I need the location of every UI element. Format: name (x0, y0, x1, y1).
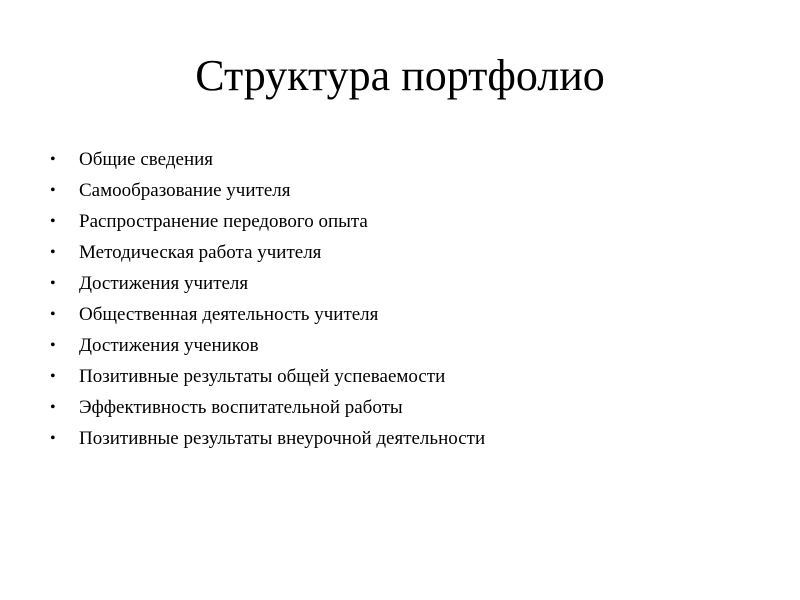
bullet-list (50, 144, 485, 454)
list-item (50, 392, 485, 423)
list-item-text: Позитивные результаты общей успеваемости (79, 366, 446, 387)
list-item (50, 268, 485, 299)
list-item (50, 299, 485, 330)
list-item-text: Общественная деятельность учителя (79, 304, 379, 325)
bullet-icon: • (50, 430, 56, 447)
list-item-text: Позитивные результаты внеурочной деятельности (79, 428, 486, 449)
list-item-text: Самообразование учителя (79, 180, 291, 201)
list-item (50, 175, 485, 206)
list-item (50, 206, 485, 237)
list-item-text: Эффективность воспитательной работы (79, 397, 403, 418)
list-item (50, 361, 485, 392)
bullet-icon: • (50, 306, 56, 323)
bullet-icon: • (50, 151, 56, 168)
slide-title: Структура портфолио (195, 51, 605, 100)
list-item-text: Общие сведения (79, 149, 214, 170)
list-item (50, 423, 485, 454)
list-item (50, 330, 485, 361)
list-item (50, 144, 485, 175)
bullet-icon: • (50, 182, 56, 199)
list-item (50, 237, 485, 268)
bullet-icon: • (50, 337, 56, 354)
list-item-text: Распространение передового опыта (79, 211, 368, 232)
bullet-icon: • (50, 275, 56, 292)
bullet-icon: • (50, 213, 56, 230)
list-item-text: Методическая работа учителя (79, 242, 322, 263)
bullet-icon: • (50, 368, 56, 385)
bullet-icon: • (50, 399, 56, 416)
list-item-text: Достижения учителя (79, 273, 249, 294)
bullet-icon: • (50, 244, 56, 261)
list-item-text: Достижения учеников (79, 335, 259, 356)
